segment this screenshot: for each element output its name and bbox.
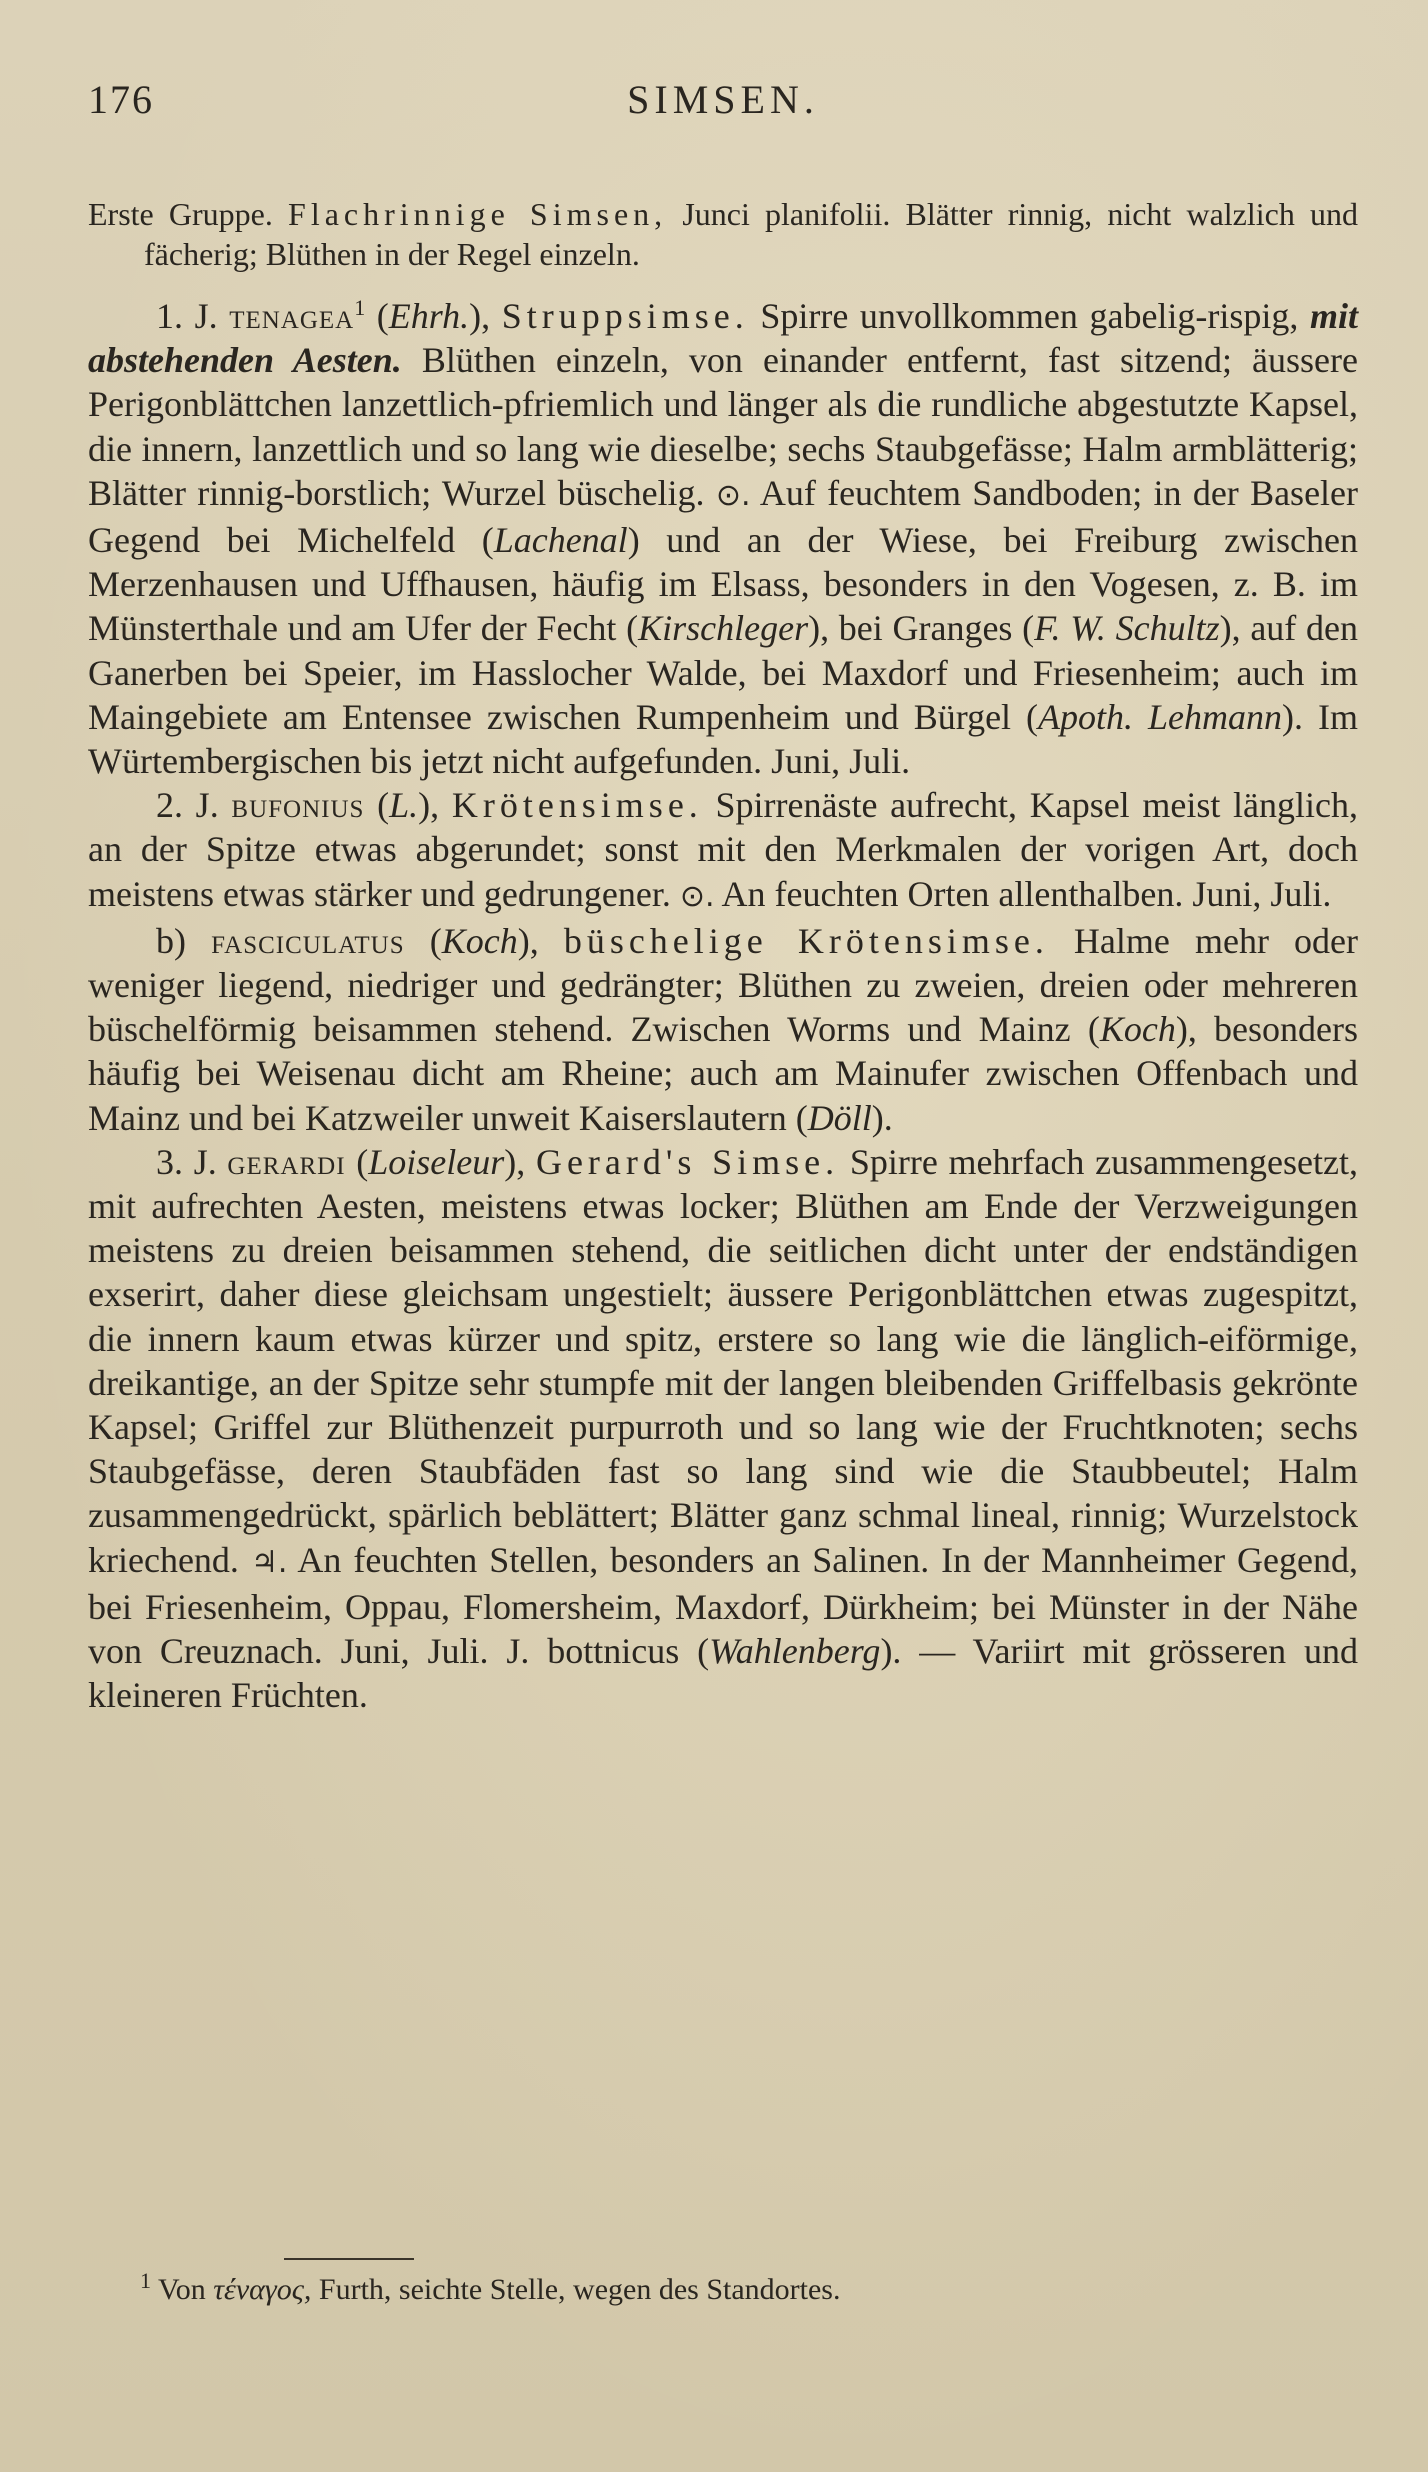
variety-name: fasciculatus <box>211 920 405 961</box>
species-author: Loiseleur <box>368 1141 505 1182</box>
variety-label: b) <box>156 920 186 961</box>
species-entry-gerardi: 3. J. gerardi (Loiseleur), Gerard's Simse. Spirre mehrfach zusammengesetzt, mit aufrechten Aesten, meistens etwas locker; Blüthen am Ende der Verzweigungen meistens zu dreien beisammen stehend, die seitlichen dicht unter der endständigen exserirt, daher diese gleichsam ungestielt; äussere Perigonblättchen etwas zugespitzt, die innern kaum etwas kürzer und spitz, erstere so lang wie die länglich-eiförmige, dreikantige, an der Spitze sehr stumpfe mit der langen bleibenden Griffelbasis gekrönte Kapsel; Griffel zur Blüthenzeit purpurroth und so lang wie der Fruchtknoten; sechs Staubgefässe, deren Staubfäden fast so lang sind wie die Staubbeutel; Halm zusammengedrückt, spärlich beblättert; Blätter ganz schmal lineal, rinnig; Wurzelstock kriechend. ♃. An feuchten Stellen, besonders an Salinen. In der Mannheimer Gegend, bei Friesenheim, Oppau, Flomersheim, Maxdorf, Dürkheim; bei Münster in der Nähe von Creuznach. Juni, Juli. J. bottnicus (Wahlenberg). — Variirt mit grösseren und kleineren Früchten. <box>88 1141 1359 1716</box>
species-author: L. <box>389 785 419 826</box>
group-heading <box>88 194 1358 274</box>
species-number: 1. J. <box>156 296 218 336</box>
page-header <box>88 76 1358 136</box>
footnote-mark: 1 <box>354 295 366 320</box>
group-latin: Junci planifolii. <box>682 196 891 232</box>
common-name: Gerard's Simse. <box>535 1141 840 1182</box>
common-name: büschelige Krötensimse. <box>563 920 1049 961</box>
species-entry-tenagea: 1. J. tenagea$^1$ (Ehrh.), Struppsimse. Spirre unvollkommen gabelig-rispig, mit abstehenden Aesten. Blüthen einzeln, von einander entfernt, fast sitzend; äussere Perigonblättchen lanzettlich-pfriemlich und länger als die rundliche abgestutzte Kapsel, die innern, lanzettlich und so lang wie dieselbe; sechs Staubgefässe; Halm armblätterig; Blätter rinnig-borstlich; Wurzel büschelig. ⊙. Auf feuchtem Sandboden; in der Baseler Gegend bei Michelfeld (Lachenal) und an der Wiese, bei Freiburg zwischen Merzenhausen und Uffhausen, häufig im Elsass, besonders in den Vogesen, z. B. im Münsterthale und am Ufer der Fecht (Kirschleger), bei Granges (F. W. Schultz), auf den Ganerben bei Speier, im Hasslocher Walde, bei Maxdorf und Friesenheim; auch im Maingebiete am Entensee zwischen Rumpenheim und Bürgel (Apoth. Lehmann). Im Würtembergischen bis jetzt nicht aufgefunden. Juni, Juli. <box>88 295 1359 782</box>
locality-text: ), auf den Ganerben bei Speier, im Hasslocher Walde, bei Maxdorf und Friesenheim; auch im Maingebiete am Entensee zwischen Rumpenheim und Bürgel ( <box>88 608 1358 737</box>
species-number: 3. J. <box>156 1141 217 1182</box>
species-number: 2. J. <box>156 785 219 826</box>
collector-ref: Wahlenberg <box>709 1631 881 1672</box>
locality-text: An feuchten Orten allenthalben. Juni, Juli. <box>721 873 1332 914</box>
page-number: 176 <box>88 77 154 122</box>
collector-ref: Kirschleger <box>638 608 809 649</box>
locality-text: ) und an der Wiese, bei Freiburg zwischen Merzenhausen und Uffhausen, häufig im Elsass, besonders in den Vogesen, z. B. im Münsterthale und am Ufer der Fecht ( <box>88 520 1358 649</box>
footnote-text: Furth, seichte Stelle, wegen des Standortes. <box>318 2273 841 2306</box>
species-entry-bufonius: 2. J. bufonius (L.), Krötensimse. Spirrenäste aufrecht, Kapsel meist länglich, an der Spitze etwas abgerundet; sonst mit den Merkmalen der vorigen Art, doch meistens etwas stärker und gedrungener. ⊙. An feuchten Orten allenthalben. Juni, Juli. <box>88 785 1359 914</box>
collector-ref: Apoth. Lehmann <box>1038 696 1283 737</box>
annual-symbol: ⊙. <box>679 878 715 914</box>
footnote-mark: 1 <box>140 2268 151 2293</box>
locality-text: Auf feuchtem Sandboden; in der Baseler Gegend bei Michelfeld ( <box>88 472 1359 561</box>
group-text: Blätter rinnig, nicht walzlich und fächerig; Blüthen in der Regel einzeln. <box>144 196 1358 272</box>
species-name: bufonius <box>231 785 365 826</box>
description-text: Spirre mehrfach zusammengesetzt, mit aufrechten Aesten, meistens etwas locker; Blüthen am Ende der Verzweigungen meistens zu dreien beisammen stehend, die seitlichen dicht unter der endständigen exserirt, daher diese gleichsam ungestielt; äussere Perigonblättchen etwas zugespitzt, die innern kaum etwas kürzer und spitz, erstere so lang wie die länglich-eiförmige, dreikantige, an der Spitze sehr stumpfe mit der langen bleibenden Griffelbasis gekrönte Kapsel; Griffel zur Blüthenzeit purpurroth und so lang wie der Fruchtknoten; sechs Staubgefässe, deren Staubfäden fast so lang sind wie die Staubbeutel; Halm zusammengedrückt, spärlich beblättert; Blätter ganz schmal lineal, rinnig; Wurzelstock kriechend. <box>88 1141 1359 1580</box>
species-name: gerardi <box>227 1141 346 1182</box>
locality-text: ). <box>871 1097 893 1138</box>
species-name: tenagea <box>229 296 355 336</box>
description-text: Halme mehr oder weniger liegend, niedriger und gedrängter; Blüthen zu zweien, dreien oder mehreren büschelförmig beisammen stehend. Zwischen Worms und Mainz ( <box>88 920 1358 1050</box>
description-text: Spirrenäste aufrecht, Kapsel meist länglich, an der Spitze etwas abgerundet; sonst mit den Merkmalen der vorigen Art, doch meistens etwas stärker und gedrungener. <box>88 785 1359 914</box>
locality-text: ), bei Granges ( <box>808 608 1035 649</box>
perennial-symbol: ♃. <box>250 1544 288 1580</box>
common-name: Struppsimse. <box>501 296 749 336</box>
collector-ref: Döll <box>807 1097 872 1138</box>
body-text <box>88 162 1358 1718</box>
footnote-text: Von <box>157 2273 206 2306</box>
collector-ref: F. W. Schultz <box>1034 608 1220 649</box>
footnote-rule <box>284 2258 414 2260</box>
locality-text: ). Im Würtembergischen bis jetzt nicht aufgefunden. Juni, Juli. <box>88 696 1358 782</box>
collector-ref: Lachenal <box>493 520 628 561</box>
locality-text: An feuchten Stellen, besonders an Salinen. In der Mannheimer Gegend, bei Friesenheim, Oppau, Flomersheim, Maxdorf, Dürkheim; bei Münster in der Nähe von Creuznach. Juni, Juli. J. bottnicus ( <box>88 1539 1359 1672</box>
emphasis-text: mit abstehenden Aesten. <box>88 296 1359 381</box>
group-name: Flachrinnige Simsen, <box>288 196 668 232</box>
running-head: SIMSEN. <box>627 77 819 122</box>
collector-ref: Koch <box>1099 1009 1176 1050</box>
common-name: Krötensimse. <box>451 785 703 826</box>
variety-author: Koch <box>441 920 518 961</box>
description-text: Blüthen einzeln, von einander entfernt, fast sitzend; äussere Perigonblättchen lanzettlich-pfriemlich und länger als die rundliche abgestutzte Kapsel, die innern, lanzettlich und so lang wie dieselbe; sechs Staubgefässe; Halm armblätterig; Blätter rinnig-borstlich; Wurzel büschelig. <box>88 340 1358 513</box>
variety-entry-fasciculatus: b) fasciculatus (Koch), büschelige Krötensimse. Halme mehr oder weniger liegend, niedriger und gedrängter; Blüthen zu zweien, dreien oder mehreren büschelförmig beisammen stehend. Zwischen Worms und Mainz (Koch), besonders häufig bei Weisenau dicht am Rheine; auch am Mainufer zwischen Offenbach und Mainz und bei Katzweiler unweit Kaiserslautern (Döll). <box>88 920 1359 1138</box>
group-label: Erste Gruppe. <box>88 196 273 232</box>
footnote <box>140 2270 1240 2310</box>
description-text: Spirre unvollkommen gabelig-rispig, <box>760 296 1299 336</box>
footnote-greek: τέναγος, <box>213 2273 312 2306</box>
locality-text: ), besonders häufig bei Weisenau dicht am Rheine; auch am Mainufer zwischen Offenbach und Mainz und bei Katzweiler unweit Kaiserslautern ( <box>88 1009 1359 1138</box>
locality-text: ). — Variirt mit grösseren und kleineren Früchten. <box>88 1631 1359 1716</box>
species-author: Ehrh. <box>388 296 470 336</box>
annual-symbol: ⊙. <box>715 477 751 513</box>
